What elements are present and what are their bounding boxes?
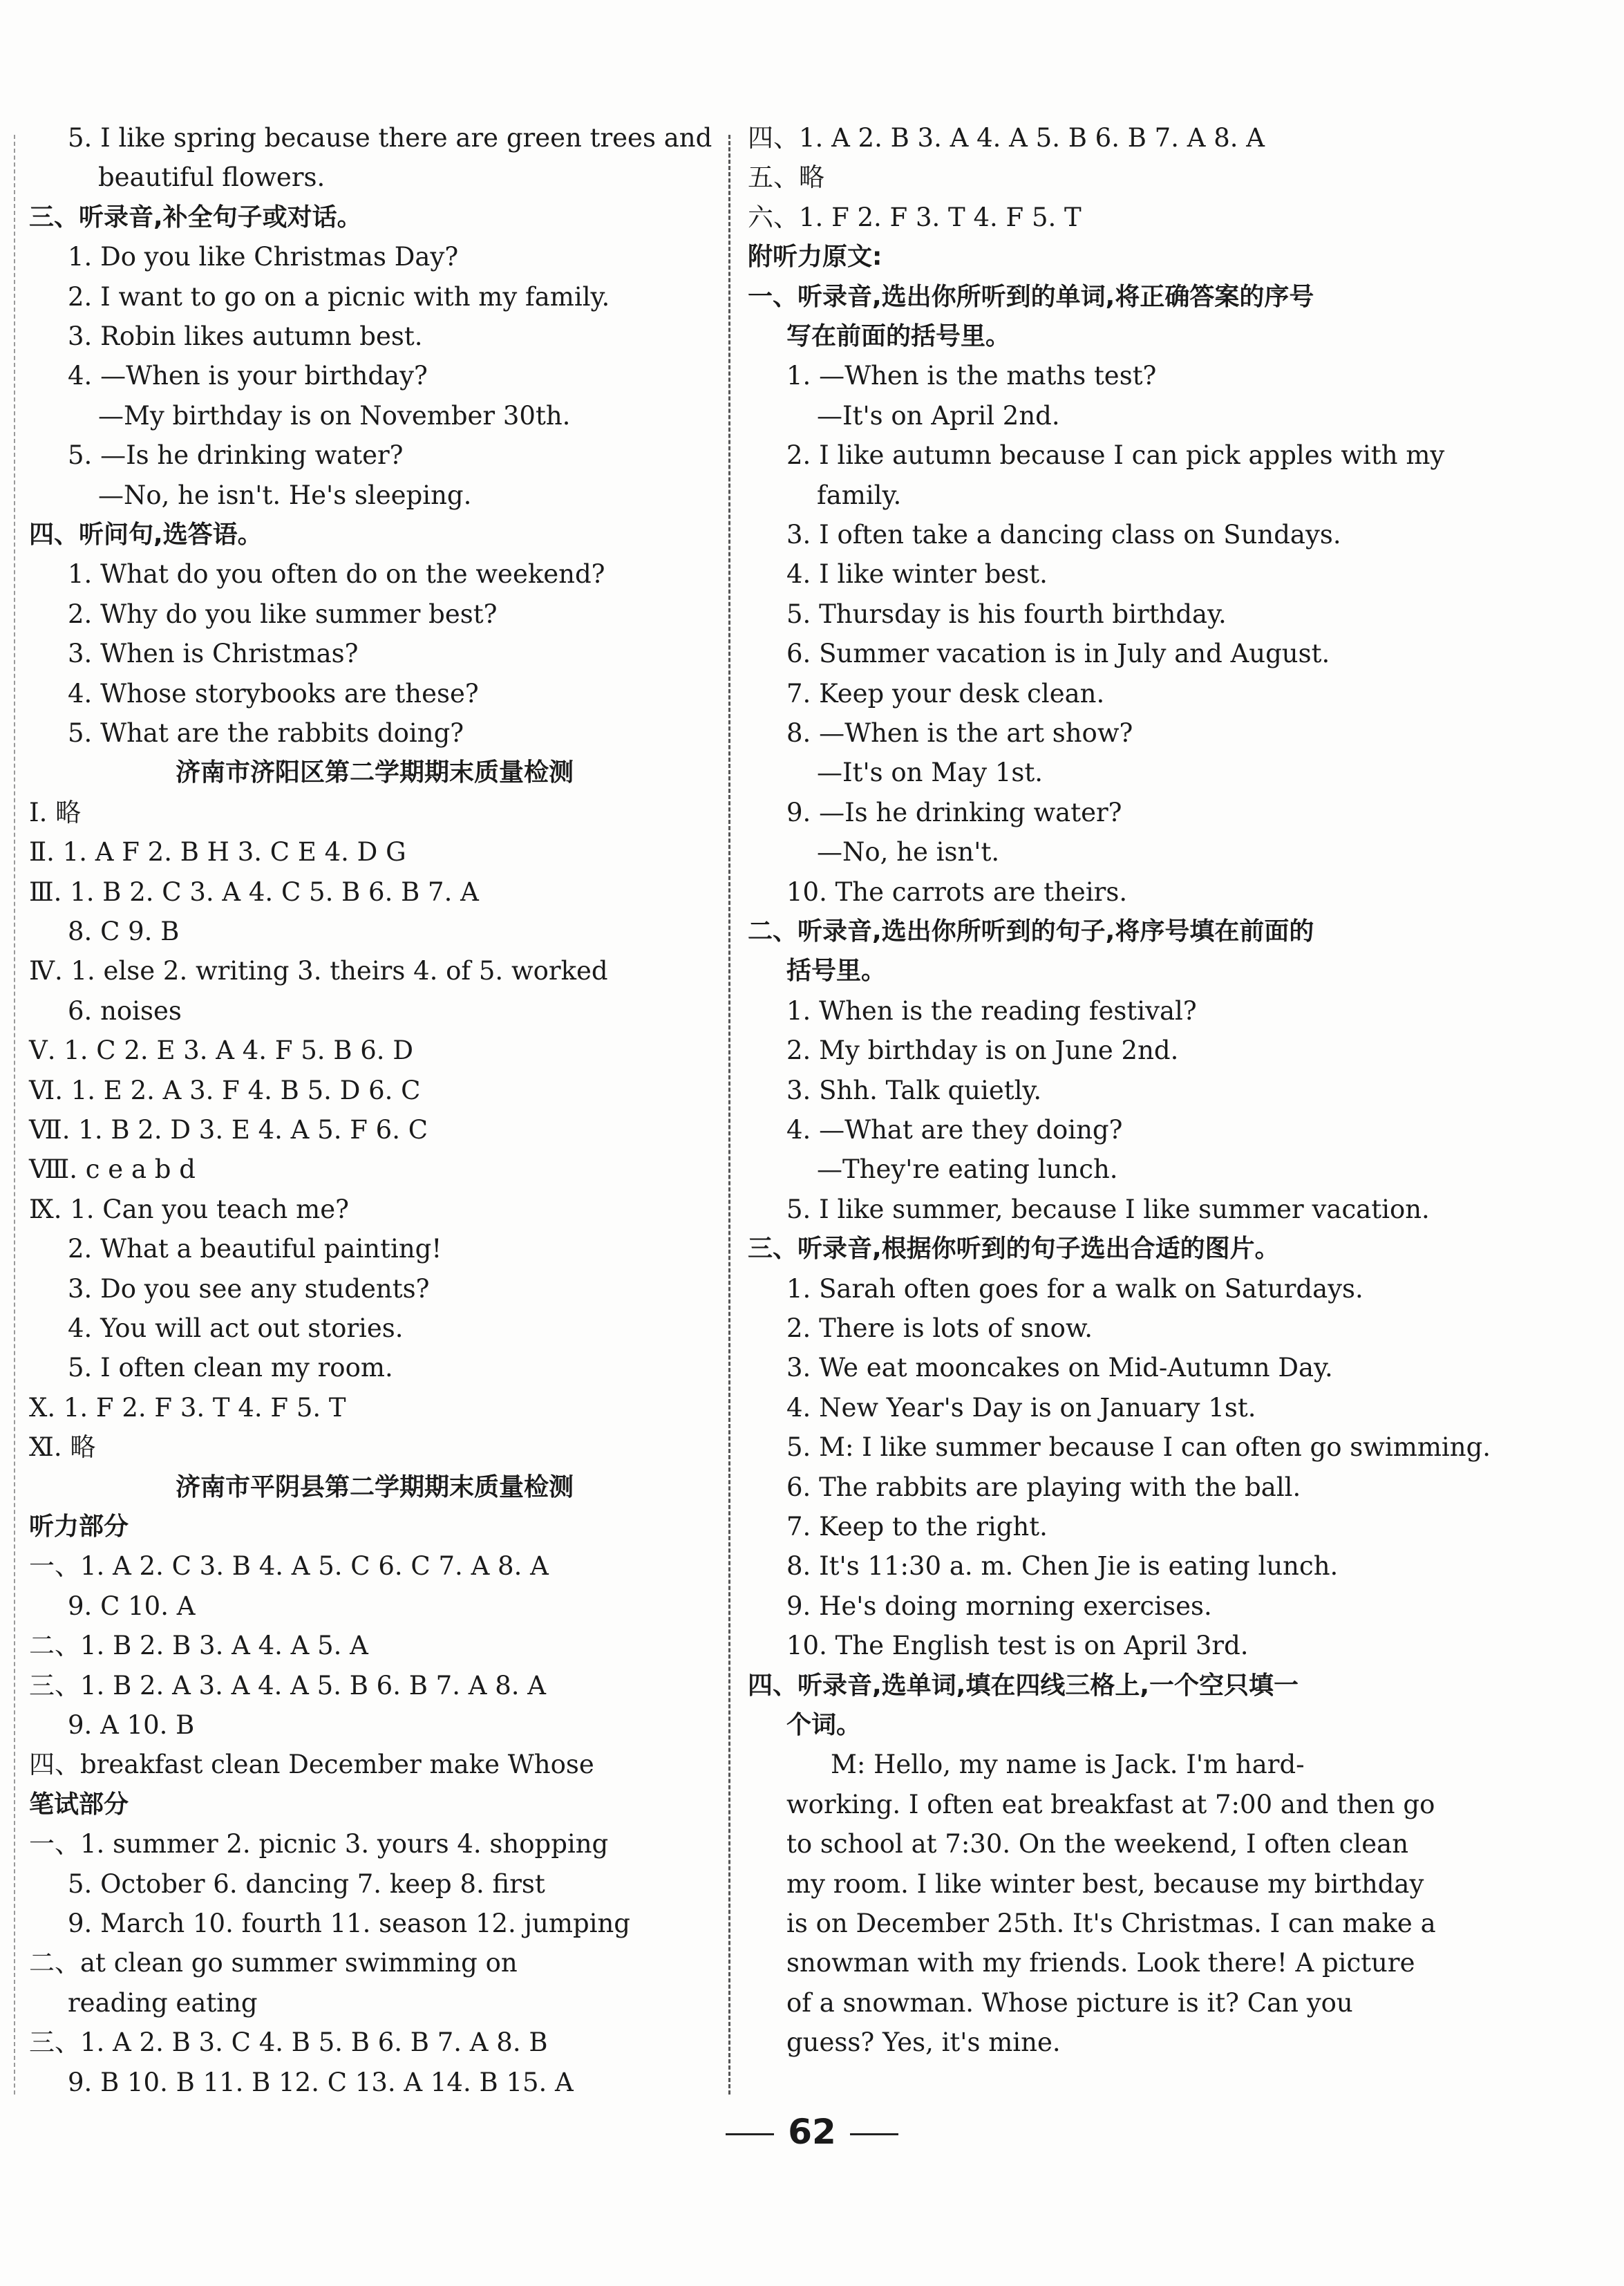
answer-line: 5. Thursday is his fourth birthday.: [786, 599, 1227, 629]
answer-line: —No, he isn't.: [817, 837, 1000, 868]
answer-line: 6. Summer vacation is in July and August.: [786, 639, 1330, 669]
column-divider: [728, 135, 730, 2095]
answer-line: 3. When is Christmas?: [68, 639, 359, 669]
answer-line: 8. It's 11:30 a. m. Chen Jie is eating lunch.: [786, 1551, 1339, 1582]
answer-line: —My birthday is on November 30th.: [98, 400, 571, 431]
answer-line: 10. The English test is on April 3rd.: [786, 1631, 1249, 1661]
section-heading: 附听力原文:: [748, 243, 882, 272]
answer-line: 5. October 6. dancing 7. keep 8. first: [68, 1868, 545, 1899]
answer-line: Ⅸ. 1. Can you teach me?: [29, 1194, 349, 1224]
answer-line: 三、1. B 2. A 3. A 4. A 5. B 6. B 7. A 8. A: [29, 1670, 547, 1701]
answer-line: 2. My birthday is on June 2nd.: [786, 1036, 1179, 1066]
section-heading: 一、听录音,选出你所听到的单词,将正确答案的序号: [748, 282, 1314, 311]
section-heading: 个词。: [786, 1711, 862, 1739]
answer-line: 5. M: I like summer because I can often go swimming.: [786, 1432, 1491, 1463]
section-heading: 括号里。: [786, 957, 887, 986]
answer-line: 3. Shh. Talk quietly.: [786, 1075, 1042, 1105]
answer-line: 9. —Is he drinking water?: [786, 797, 1122, 827]
answer-line: 一、1. A 2. C 3. B 4. A 5. C 6. C 7. A 8. A: [29, 1551, 549, 1582]
answer-line: 9. He's doing morning exercises.: [786, 1591, 1212, 1621]
section-heading: 四、听录音,选单词,填在四线三格上,一个空只填一: [748, 1671, 1299, 1700]
section-heading: 写在前面的括号里。: [786, 322, 1011, 350]
answer-line: Ⅴ. 1. C 2. E 3. A 4. F 5. B 6. D: [29, 1036, 413, 1066]
answer-line: 2. What a beautiful painting!: [68, 1234, 442, 1264]
answer-line: 五、略: [748, 162, 824, 193]
answer-line: 10. The carrots are theirs.: [786, 877, 1128, 907]
answer-line: 三、1. A 2. B 3. C 4. B 5. B 6. B 7. A 8. B: [29, 2027, 548, 2058]
answer-line: snowman with my friends. Look there! A picture: [786, 1948, 1415, 1978]
answer-line: 5. I like spring because there are green trees and: [68, 123, 712, 153]
answer-line: 4. —What are they doing?: [786, 1115, 1123, 1145]
answer-line: —No, he isn't. He's sleeping.: [98, 480, 472, 510]
answer-line: Ⅷ. c e a b d: [29, 1154, 196, 1185]
answer-line: 9. A 10. B: [68, 1710, 195, 1740]
answer-line: to school at 7:30. On the weekend, I often clean: [786, 1829, 1409, 1859]
answer-line: Ⅲ. 1. B 2. C 3. A 4. C 5. B 6. B 7. A: [29, 877, 479, 907]
answer-line: 2. I like autumn because I can pick apples with my: [786, 440, 1445, 471]
answer-line: 8. C 9. B: [68, 917, 180, 946]
answer-line: 二、1. B 2. B 3. A 4. A 5. A: [29, 1631, 368, 1661]
answer-line: Ⅺ. 略: [29, 1432, 96, 1463]
answer-line: 1. When is the reading festival?: [786, 995, 1197, 1026]
answer-line: 7. Keep your desk clean.: [786, 678, 1105, 709]
answer-line: Ⅳ. 1. else 2. writing 3. theirs 4. of 5. worked: [29, 956, 608, 986]
answer-line: 6. The rabbits are playing with the ball.: [786, 1472, 1301, 1502]
answer-line: Ⅶ. 1. B 2. D 3. E 4. A 5. F 6. C: [29, 1115, 428, 1145]
footer-dash-left: [726, 2133, 774, 2135]
left-margin-line: [14, 135, 15, 2095]
answer-line: 2. I want to go on a picnic with my family.: [68, 281, 610, 312]
answer-line: 1. —When is the maths test?: [786, 361, 1157, 391]
section-heading: 听力部分: [29, 1512, 129, 1541]
answer-line: 4. You will act out stories.: [68, 1313, 404, 1343]
answer-line: 四、1. A 2. B 3. A 4. A 5. B 6. B 7. A 8. A: [748, 123, 1265, 153]
answer-line: 2. Why do you like summer best?: [68, 599, 498, 629]
answer-line: M: Hello, my name is Jack. I'm hard-: [831, 1750, 1305, 1780]
answer-line: of a snowman. Whose picture is it? Can you: [786, 1987, 1353, 2018]
answer-line: 二、at clean go summer swimming on: [29, 1948, 518, 1978]
answer-line: —It's on April 2nd.: [817, 400, 1060, 431]
answer-line: 1. Sarah often goes for a walk on Saturdays.: [786, 1273, 1363, 1304]
answer-line: Ⅰ. 略: [29, 797, 82, 827]
answer-line: 3. I often take a dancing class on Sundays.: [786, 520, 1341, 550]
answer-line: 3. We eat mooncakes on Mid-Autumn Day.: [786, 1353, 1333, 1383]
answer-line: guess? Yes, it's mine.: [786, 2027, 1061, 2058]
answer-line: 5. —Is he drinking water?: [68, 440, 404, 471]
answer-line: 1. What do you often do on the weekend?: [68, 559, 605, 590]
answer-line: 5. I like summer, because I like summer vacation.: [786, 1194, 1430, 1224]
page-footer: [0, 2112, 1624, 2152]
answer-line: Ⅵ. 1. E 2. A 3. F 4. B 5. D 6. C: [29, 1075, 421, 1105]
answer-line: 一、1. summer 2. picnic 3. yours 4. shopping: [29, 1829, 609, 1859]
answer-line: Ⅹ. 1. F 2. F 3. T 4. F 5. T: [29, 1392, 346, 1423]
section-title: 济南市平阴县第二学期期末质量检测: [175, 1472, 574, 1501]
section-heading: 二、听录音,选出你所听到的句子,将序号填在前面的: [748, 917, 1314, 946]
answer-line: 4. New Year's Day is on January 1st.: [786, 1392, 1256, 1423]
answer-line: 3. Do you see any students?: [68, 1273, 430, 1304]
answer-line: 2. There is lots of snow.: [786, 1313, 1093, 1343]
answer-line: 4. Whose storybooks are these?: [68, 678, 479, 709]
section-heading: 笔试部分: [29, 1790, 129, 1819]
answer-line: my room. I like winter best, because my birthday: [786, 1868, 1424, 1899]
answer-line: reading eating: [68, 1987, 258, 2018]
answer-line: 4. I like winter best.: [786, 559, 1048, 590]
answer-line: —They're eating lunch.: [817, 1154, 1118, 1185]
answer-line: 3. Robin likes autumn best.: [68, 321, 423, 351]
page-number: 62: [788, 2112, 836, 2152]
answer-line: 6. noises: [68, 995, 182, 1026]
answer-line: 5. What are the rabbits doing?: [68, 718, 464, 748]
section-heading: 三、听录音,根据你听到的句子选出合适的图片。: [748, 1235, 1280, 1264]
answer-line: beautiful flowers.: [98, 162, 325, 193]
footer-dash-right: [850, 2133, 898, 2135]
answer-line: 9. C 10. A: [68, 1591, 196, 1621]
answer-line: 4. —When is your birthday?: [68, 361, 428, 391]
answer-line: 四、breakfast clean December make Whose: [29, 1750, 594, 1780]
answer-line: 1. Do you like Christmas Day?: [68, 242, 459, 272]
answer-line: 9. B 10. B 11. B 12. C 13. A 14. B 15. A: [68, 2067, 574, 2097]
answer-line: 7. Keep to the right.: [786, 1512, 1048, 1542]
answer-line: 六、1. F 2. F 3. T 4. F 5. T: [748, 202, 1082, 232]
answer-line: Ⅱ. 1. A F 2. B H 3. C E 4. D G: [29, 837, 406, 868]
answer-line: family.: [817, 480, 902, 510]
answer-line: 8. —When is the art show?: [786, 718, 1133, 748]
answer-line: working. I often eat breakfast at 7:00 and then go: [786, 1789, 1435, 1819]
section-heading: 四、听问句,选答语。: [29, 521, 263, 549]
answer-line: —It's on May 1st.: [817, 758, 1044, 788]
section-title: 济南市济阳区第二学期期末质量检测: [175, 758, 574, 787]
answer-line: 5. I often clean my room.: [68, 1353, 393, 1383]
section-heading: 三、听录音,补全句子或对话。: [29, 203, 362, 232]
answer-line: is on December 25th. It's Christmas. I can make a: [786, 1909, 1436, 1938]
answer-line: 9. March 10. fourth 11. season 12. jumping: [68, 1909, 630, 1938]
